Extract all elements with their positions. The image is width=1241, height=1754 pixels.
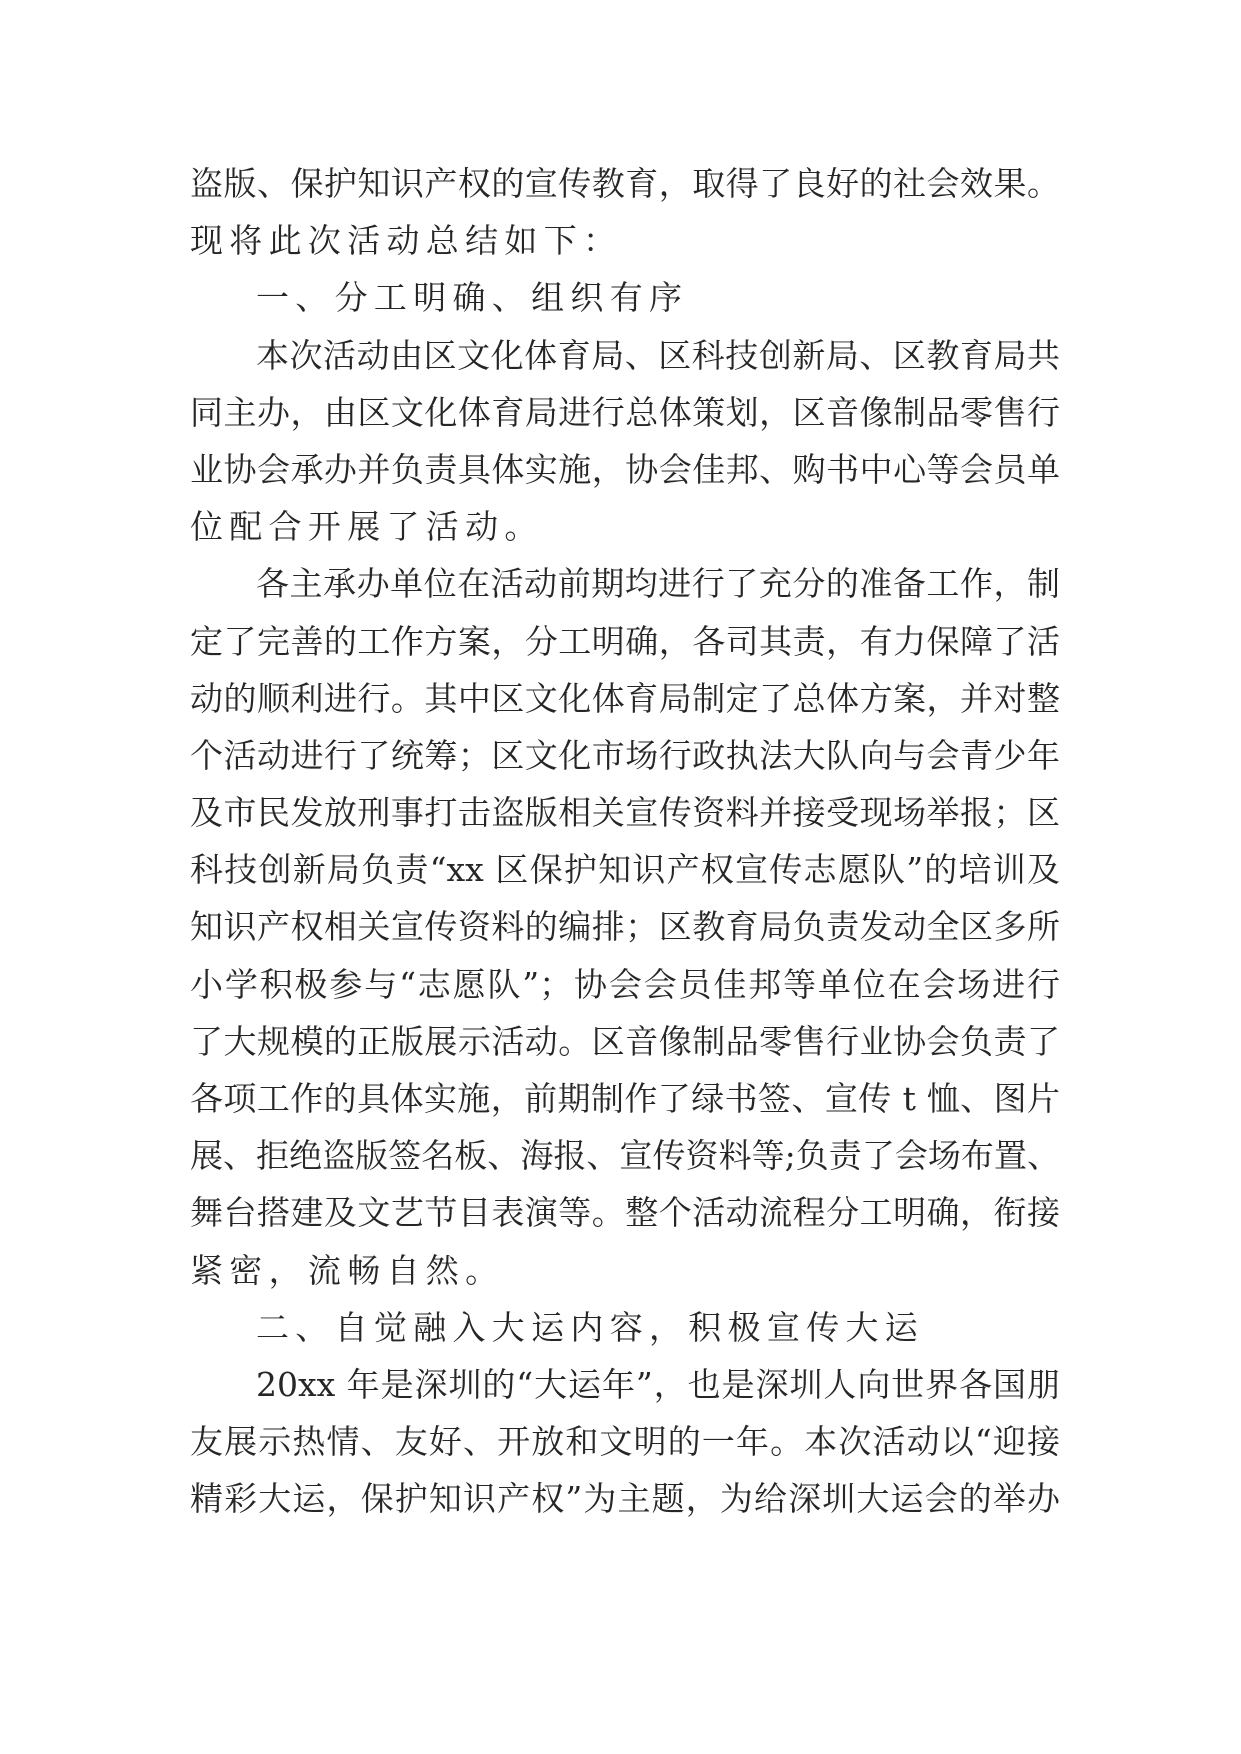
body-line: 知识产权相关宣传资料的编排；区教育局负责发动全区多所 — [190, 907, 1060, 947]
body-line: 业协会承办并负责具体实施，协会佳邦、购书中心等会员单 — [190, 449, 1060, 489]
body-line: 科技创新局负责“xx 区保护知识产权宣传志愿队”的培训及 — [190, 850, 1060, 890]
body-line: 动的顺利进行。其中区文化体育局制定了总体方案，并对整 — [190, 678, 1060, 718]
body-line: 小学积极参与“志愿队”；协会会员佳邦等单位在会场进行 — [190, 964, 1060, 1004]
body-line: 精彩大运，保护知识产权”为主题，为给深圳大运会的举办 — [190, 1479, 1060, 1519]
body-line: 现将此次活动总结如下： — [190, 221, 623, 261]
body-line: 舞台搭建及文艺节目表演等。整个活动流程分工明确，衔接 — [190, 1193, 1060, 1233]
body-line: 各主承办单位在活动前期均进行了充分的准备工作，制 — [256, 564, 1060, 604]
body-line: 定了完善的工作方案，分工明确，各司其责，有力保障了活 — [190, 621, 1060, 661]
body-line: 各项工作的具体实施，前期制作了绿书签、宣传 t 恤、图片 — [190, 1079, 1060, 1118]
section-heading: 一、分工明确、组织有序 — [256, 278, 689, 318]
document-body — [190, 155, 1060, 1528]
body-line: 本次活动由区文化体育局、区科技创新局、区教育局共 — [256, 335, 1060, 375]
body-line: 盗版、保护知识产权的宣传教育，取得了良好的社会效果。 — [190, 164, 1060, 203]
body-line: 友展示热情、友好、开放和文明的一年。本次活动以“迎接 — [190, 1422, 1060, 1462]
body-line: 紧密，流畅自然。 — [190, 1250, 505, 1290]
body-line: 20xx 年是深圳的“大运年”，也是深圳人向世界各国朋 — [256, 1364, 1060, 1404]
body-line: 展、拒绝盗版签名板、海报、宣传资料等;负责了会场布置、 — [190, 1136, 1060, 1176]
body-line: 位配合开展了活动。 — [190, 507, 544, 547]
body-line: 同主办，由区文化体育局进行总体策划，区音像制品零售行 — [190, 392, 1060, 432]
body-line: 及市民发放刑事打击盗版相关宣传资料并接受现场举报；区 — [190, 793, 1060, 833]
body-line: 了大规模的正版展示活动。区音像制品零售行业协会负责了 — [190, 1021, 1060, 1061]
body-line: 个活动进行了统筹；区文化市场行政执法大队向与会青少年 — [190, 735, 1060, 775]
section-heading: 二、自觉融入大运内容，积极宣传大运 — [256, 1307, 925, 1347]
